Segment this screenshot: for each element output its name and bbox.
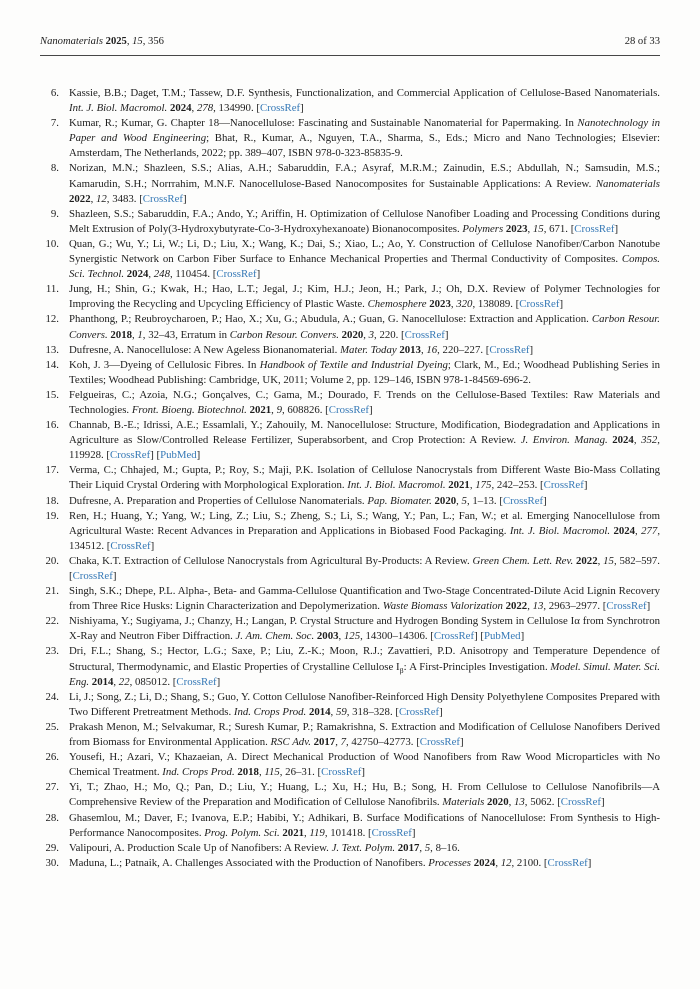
text-segment: Int. J. Biol. Macromol. (509, 524, 614, 537)
crossref-link[interactable]: CrossRef (543, 479, 584, 492)
text-segment: Felgueiras, C.; Azoia, N.G.; Gonçalves, C.; Gama, M.; Dourado, F. Trends on the Cellulose-Based Textiles: Raw Materials and Technologies. (69, 388, 660, 416)
text-segment: ] (368, 403, 373, 416)
crossref-link[interactable]: CrossRef (502, 494, 544, 507)
text-segment: ] (520, 630, 525, 643)
reference-item (40, 494, 660, 509)
text-segment: 2022 (69, 192, 91, 205)
reference-item (40, 509, 660, 554)
reference-number: 6. (50, 87, 59, 99)
text-segment: , 134990. [ (213, 102, 260, 115)
text-segment: 2023 (429, 298, 451, 311)
text-segment: , (271, 403, 277, 416)
text-segment: Ind. Crops Prod. (162, 766, 238, 779)
text-segment: ] (614, 222, 619, 235)
reference-item (40, 690, 660, 720)
crossref-link[interactable]: CrossRef (419, 736, 460, 749)
text-segment: , 14300–14306. [ (360, 630, 434, 643)
text-segment: 352 (641, 434, 658, 447)
text-segment: , 110454. [ (169, 268, 217, 281)
text-segment: ; Bhat, R., Kumar, A., Nguyen, T.A., Sharma, S., Eds.; Micro and Nano Technologies; Elsevier: Amsterdam, The Netherlands, 2022; pp. 389–407, ISBN 978-0-323-85835-9. (69, 132, 660, 160)
text-segment: J. Text. Polym. (331, 841, 398, 854)
reference-text (69, 207, 660, 237)
reference-text (69, 690, 660, 720)
reference-number: 16. (45, 419, 59, 432)
reference-item (40, 282, 660, 312)
reference-text (69, 614, 660, 644)
text-segment: , 220. [ (374, 328, 405, 341)
text-segment: Yousefi, H.; Azari, V.; Khazaeian, A. Direct Mechanical Production of Wood Nanofibers from Raw Wood Microparticles with No Chemical Treatment. (69, 751, 660, 779)
text-segment: Nanomaterials (595, 177, 660, 190)
text-segment: , (633, 434, 642, 447)
crossref-link[interactable]: CrossRef (109, 449, 151, 462)
text-segment: ] (460, 736, 464, 749)
text-segment: 119 (309, 826, 325, 839)
reference-number: 29. (45, 841, 59, 854)
text-segment: 115 (264, 766, 280, 779)
text-segment: Carbon Resour. Convers. (229, 328, 342, 341)
pubmed-link[interactable]: PubMed (483, 630, 521, 643)
reference-item (40, 811, 660, 841)
reference-text (69, 509, 660, 554)
text-segment: , 582–597. [ (69, 554, 660, 582)
text-segment: 125 (343, 630, 361, 643)
text-segment: , 356 (142, 36, 164, 47)
reference-item (40, 358, 660, 388)
text-segment: , 2100. [ (511, 856, 548, 869)
text-segment: , (527, 222, 533, 235)
text-segment: ] (256, 268, 261, 281)
text-segment: , 42750–42773. [ (346, 736, 420, 749)
crossref-link[interactable]: CrossRef (489, 343, 530, 356)
text-segment: ] (112, 570, 117, 582)
reference-text (69, 116, 660, 161)
reference-number: 9. (50, 207, 59, 220)
text-segment: Nishiyama, Y.; Sugiyama, J.; Chanzy, H.; Langan, P. Crystal Structure and Hydrogen Bonding System in Cellulose Iα from Synchrotron X-Ray and Neutron Fiber Diffraction. (69, 615, 660, 643)
text-segment: ; Clark, M., Ed.; Woodhead Publishing Series in Textiles; Woodhead Publishing: Cambridge, UK, 2011; Volume 2, pp. 129–146, ISBN 978-1-84569-696-2. (69, 358, 661, 386)
crossref-link[interactable]: CrossRef (398, 705, 440, 718)
reference-number: 24. (45, 690, 59, 703)
text-segment: 15 (132, 36, 143, 47)
reference-number: 20. (45, 554, 59, 567)
text-segment: 2022 (505, 600, 528, 613)
text-segment: 2018 (237, 766, 259, 779)
text-segment: 12 (96, 192, 107, 205)
text-segment: Norizan, M.N.; Shazleen, S.S.; Alias, A.H.; Sabaruddin, F.A.; Asyraf, M.R.M.; Zainudin, E.S.; Abdullah, N.; Samsudin, M.S.; Kamarudin, S.H.; Norrrahim, M.N.F. Nanocellulose-Based Nanocomposites for Sustainable Applications: A Review. (69, 162, 660, 190)
text-segment: , 242–253. [ (491, 479, 544, 492)
text-segment: ] (601, 796, 605, 809)
text-segment: 2017 (397, 841, 420, 854)
text-segment: 5 (461, 494, 467, 507)
reference-number: 12. (45, 313, 59, 326)
text-segment: Front. Bioeng. Biotechnol. (131, 403, 250, 416)
text-segment: Prog. Polym. Sci. (204, 826, 283, 839)
text-segment: , 8–16. (430, 841, 460, 854)
text-segment: 9 (276, 403, 282, 416)
crossref-link[interactable]: CrossRef (404, 328, 445, 341)
text-segment: 2021 (249, 403, 272, 416)
reference-item (40, 614, 660, 644)
text-segment: , (90, 192, 96, 205)
text-segment: , 1–13. [ (466, 494, 503, 507)
text-segment: , 3483. [ (106, 192, 143, 205)
text-segment: , 32–43, Erratum in (142, 328, 230, 341)
reference-item (40, 463, 660, 493)
text-segment: 2025 (105, 36, 127, 47)
text-segment: ] (559, 298, 564, 311)
text-segment: Singh, S.K.; Dhepe, P.L. Alpha-, Beta- and Gamma-Cellulose Quantification and Two-Stage Concentrated-Dilute Acid Lignin Recovery from Three Rice Husks: Lignin Characterization and Depolymerization. (69, 585, 660, 613)
text-segment: , (258, 766, 265, 779)
text-segment: 175 (475, 479, 492, 492)
text-segment: Model. Simul. Mater. Sci. Eng. (69, 660, 660, 688)
text-segment: , 671. [ (543, 222, 575, 235)
text-segment: Dufresne, A. Nanocellulose: A New Ageless Bionanomaterial. (69, 343, 341, 356)
text-segment: Prakash Menon, M.; Selvakumar, R.; Suresh Kumar, P.; Ramakrishna, S. Extraction and Modification of Cellulose Nanofibers Derived from Biomass for Environmental Application. (69, 720, 660, 749)
text-segment: 2013 (399, 343, 421, 356)
text-segment: , (450, 298, 457, 311)
text-segment: , (113, 675, 119, 688)
text-segment: Jung, H.; Shin, G.; Kwak, H.; Hao, L.T.; Jegal, J.; Kim, H.J.; Jeon, H.; Park, J.; Oh, D.X. Review of Polymer Technologies for Improving the Recycling and Upcycling Efficiency of Plastic Waste. (69, 283, 660, 311)
reference-text (69, 856, 660, 871)
reference-number: 17. (45, 464, 59, 477)
crossref-link[interactable]: CrossRef (110, 539, 151, 552)
crossref-link[interactable]: CrossRef (560, 796, 601, 809)
reference-item (40, 841, 660, 856)
reference-item (40, 720, 660, 750)
reference-text (69, 237, 660, 282)
text-segment: Ind. Crops Prod. (233, 705, 309, 718)
text-segment: 13 (532, 600, 544, 613)
reference-item (40, 750, 660, 780)
text-segment: , 119928. [ (69, 434, 660, 462)
reference-item (40, 86, 660, 116)
reference-number: 14. (45, 358, 59, 371)
text-segment: Kassie, B.B.; Daget, T.M.; Tassew, D.F. Synthesis, Functionalization, and Commercial Application of Cellulose-Based Nanomaterials. (69, 87, 660, 99)
reference-item (40, 343, 660, 358)
text-segment: ] (183, 192, 187, 205)
text-segment: 2024 (612, 434, 634, 447)
text-segment: 15 (532, 222, 544, 235)
crossref-link[interactable]: CrossRef (606, 600, 647, 613)
text-segment: , (469, 479, 476, 492)
text-segment: , 220–227. [ (437, 343, 490, 356)
text-segment: 2003 (316, 630, 339, 643)
text-segment: ] (196, 449, 201, 462)
reference-item (40, 418, 660, 463)
text-segment: 2022 (576, 554, 598, 567)
text-segment: , (148, 268, 154, 281)
reference-number: 30. (45, 856, 59, 869)
text-segment: 2014 (91, 675, 114, 688)
text-segment: β (399, 665, 404, 675)
page-number: 28 of 33 (624, 36, 660, 47)
text-segment: , 26–31. [ (279, 766, 322, 779)
text-segment: , 101418. [ (324, 826, 372, 839)
text-segment: Ren, H.; Huang, Y.; Yang, W.; Ling, Z.; Liu, S.; Zheng, S.; Li, S.; Wang, Y.; Pan, L.; Fan, W.; et al. Emerging Nanocellulose from Agricultural Waste: Recent Advances in Preparation and Applications in Biobased Food Packaging. (69, 509, 660, 537)
text-segment: , 138089. [ (472, 298, 520, 311)
text-segment: 2024 (169, 102, 192, 115)
reference-number: 11. (45, 283, 59, 296)
reference-number: 7. (50, 117, 59, 130)
reference-item (40, 584, 660, 614)
reference-item (40, 207, 660, 237)
text-segment: ] (543, 494, 547, 507)
reference-item (40, 237, 660, 282)
reference-text (69, 388, 660, 418)
reference-item (40, 554, 660, 584)
reference-item (40, 312, 660, 342)
text-segment: Chaka, K.T. Extraction of Cellulose Nanocrystals from Agricultural By-Products: A Review. (69, 554, 473, 567)
text-segment: ] (583, 479, 588, 492)
text-segment: , (456, 494, 462, 507)
text-segment: 13 (514, 796, 525, 809)
text-segment: ] (444, 328, 449, 341)
text-segment: Quan, G.; Wu, Y.; Li, W.; Li, D.; Liu, X.; Wang, K.; Dai, S.; Xiao, L.; Ao, Y. Construction of Cellulose Nanofiber/Carbon Nanotube Synergistic Network on Carbon Fiber Surface to Enhance Mechanical Properties and Thermal Conductivity of Composites. (69, 237, 660, 266)
text-segment: Polymers (462, 222, 506, 235)
reference-number: 28. (45, 811, 59, 824)
reference-text (69, 811, 660, 841)
reference-text (69, 86, 660, 116)
reference-number: 21. (45, 585, 59, 598)
text-segment: ] (439, 705, 443, 718)
reference-number: 13. (45, 343, 59, 356)
text-segment: Handbook of Textile and Industrial Dyeing (259, 358, 448, 371)
running-header (40, 36, 660, 48)
text-segment: , (597, 554, 604, 567)
text-segment: ] (216, 675, 221, 688)
text-segment: , (330, 705, 336, 718)
text-segment: 5 (424, 841, 431, 854)
reference-text (69, 312, 660, 342)
text-segment: 59 (335, 705, 347, 718)
text-segment: 2024 (613, 524, 636, 537)
reference-number: 19. (45, 509, 59, 522)
text-segment: Nanotechnology in Paper and Wood Engineering (69, 117, 660, 145)
crossref-link[interactable]: CrossRef (321, 766, 362, 779)
text-segment: 3 (368, 328, 375, 341)
text-segment: : A First-Principles Investigation. (403, 660, 551, 673)
crossref-link[interactable]: CrossRef (371, 826, 412, 839)
text-segment: 2020 (341, 328, 364, 341)
reference-number: 27. (45, 781, 59, 794)
text-segment: Green Chem. Lett. Rev. (472, 554, 576, 567)
text-segment: 22 (118, 675, 130, 688)
text-segment: 2023 (505, 222, 528, 235)
reference-text (69, 750, 660, 780)
reference-number: 25. (45, 720, 59, 733)
reference-text (69, 644, 660, 689)
text-segment: Maduna, L.; Patnaik, A. Challenges Associated with the Production of Nanofibers. (69, 856, 429, 869)
reference-number: 23. (45, 645, 59, 658)
reference-item (40, 388, 660, 418)
text-segment: Yi, T.; Zhao, H.; Mo, Q.; Pan, D.; Liu, Y.; Huang, L.; Xu, H.; Hu, B.; Song, H. From Cellulose to Cellulose Nanofibrils—A Comprehensive Review of the Preparation and Modification of Cellulose Nanofibrils. (69, 781, 660, 809)
text-segment: 2024 (126, 268, 149, 281)
text-segment: ] (587, 856, 592, 869)
text-segment: , (508, 796, 514, 809)
header-rule (40, 55, 660, 56)
crossref-link[interactable]: CrossRef (328, 403, 369, 416)
text-segment: , (363, 328, 369, 341)
text-segment: 248 (153, 268, 170, 281)
text-segment: RSC Adv. (270, 736, 314, 749)
reference-item (40, 780, 660, 810)
text-segment: Materials (442, 796, 487, 809)
crossref-link[interactable]: CrossRef (216, 268, 257, 281)
text-segment: Pap. Biomater. (367, 494, 435, 507)
text-segment: Compos. Sci. Technol. (69, 253, 660, 281)
text-segment: 2021 (282, 826, 304, 839)
text-segment: 1 (137, 328, 143, 341)
text-segment: , (304, 826, 310, 839)
text-segment: 2020 (487, 796, 509, 809)
crossref-link[interactable]: CrossRef (176, 675, 217, 688)
text-segment: Nanomaterials (40, 36, 106, 47)
reference-text (69, 780, 660, 810)
references-list (40, 86, 660, 871)
reference-item (40, 644, 660, 689)
reference-text (69, 358, 660, 388)
reference-number: 18. (45, 494, 59, 507)
text-segment: 2020 (434, 494, 457, 507)
text-segment: Int. J. Biol. Macromol. (347, 479, 449, 492)
text-segment: 2017 (313, 736, 336, 749)
text-segment: Phanthong, P.; Reubroycharoen, P.; Hao, X.; Xu, G.; Abudula, A.; Guan, G. Nanocellulose: Extraction and Application. (69, 313, 592, 326)
text-segment: 2021 (448, 479, 470, 492)
text-segment: , (420, 343, 427, 356)
text-segment: , 085012. [ (129, 675, 177, 688)
text-segment: Shazleen, S.S.; Sabaruddin, F.A.; Ando, Y.; Ariffin, H. Optimization of Cellulose Nanofiber Loading and Processing Conditions during Melt Extrusion of Poly(3-Hydroxybutyrate-Co-3-Hydroxyhexanoate) Bionanocomposites. (69, 207, 660, 235)
reference-text (69, 463, 660, 493)
text-segment: 277 (641, 524, 658, 537)
text-segment: , 2963–2977. [ (543, 600, 607, 613)
reference-number: 10. (45, 237, 59, 250)
crossref-link[interactable]: CrossRef (519, 298, 560, 311)
reference-number: 26. (45, 751, 59, 764)
text-segment: 278 (196, 102, 214, 115)
text-segment: , (338, 630, 344, 643)
text-segment: Verma, C.; Chhajed, M.; Gupta, P.; Roy, S.; Maji, P.K. Isolation of Cellulose Nanocrystals from Different Waste Bio-Mass Collating Their Liquid Crystal Ordering with Morphological Exploration. (69, 464, 660, 492)
text-segment: , (191, 102, 197, 115)
text-segment: Chemosphere (367, 298, 430, 311)
reference-text (69, 720, 660, 750)
text-segment: , 608826. [ (281, 403, 329, 416)
text-segment: 15 (603, 554, 614, 567)
text-segment: Channab, B.-E.; Idrissi, A.E.; Essamlali, Y.; Zahouily, M. Nanocellulose: Structure, Modification, Biodegradation and Applications in Agriculture as Slow/Controlled Release Fertilizer, Superabsorbent, and Crop Protection: A Review. (69, 419, 660, 447)
journal-citation (40, 36, 164, 48)
text-segment: 2018 (110, 328, 132, 341)
text-segment: ] (150, 539, 155, 552)
text-segment: 320 (456, 298, 473, 311)
text-segment: ] (361, 766, 365, 779)
text-segment: Valipouri, A. Production Scale Up of Nanofibers: A Review. (69, 841, 332, 854)
text-segment: Processes (428, 856, 474, 869)
text-segment: , (335, 736, 341, 749)
crossref-link[interactable]: CrossRef (433, 630, 475, 643)
text-segment: , (131, 328, 138, 341)
reference-text (69, 343, 660, 358)
text-segment: 16 (426, 343, 438, 356)
crossref-link[interactable]: CrossRef (72, 570, 113, 582)
text-segment: , 5062. [ (524, 796, 561, 809)
crossref-link[interactable]: CrossRef (547, 856, 588, 869)
reference-text (69, 282, 660, 312)
text-segment: Dufresne, A. Preparation and Properties of Cellulose Nanomaterials. (69, 494, 368, 507)
reference-item (40, 161, 660, 206)
reference-text (69, 584, 660, 614)
text-segment: ] (646, 600, 651, 613)
text-segment: 2014 (308, 705, 331, 718)
crossref-link[interactable]: CrossRef (142, 192, 183, 205)
text-segment: , (419, 841, 425, 854)
text-segment: Li, J.; Song, Z.; Li, D.; Shang, S.; Guo, Y. Cotton Cellulose Nanofiber-Reinforced High Density Polyethylene Composites Prepared with Two Different Pretreatment Methods. (69, 690, 660, 718)
text-segment: , (635, 524, 642, 537)
reference-text (69, 841, 660, 856)
text-segment: Kumar, R.; Kumar, G. Chapter 18—Nanocellulose: Fascinating and Sustainable Nanomaterial for Papermaking. In (69, 117, 578, 130)
text-segment: ] (411, 826, 416, 839)
text-segment: , (126, 36, 133, 47)
text-segment: 2024 (473, 856, 496, 869)
text-segment: , (495, 856, 501, 869)
reference-number: 8. (50, 162, 59, 175)
text-segment: Carbon Resour. Convers. (69, 313, 660, 341)
reference-item (40, 116, 660, 161)
text-segment: 12 (500, 856, 512, 869)
text-segment: , 134512. [ (69, 524, 661, 552)
text-segment: Dri, F.L.; Shang, S.; Hector, L.G.; Saxe, P.; Liu, Z.-K.; Moon, R.J.; Zavattieri, P.D. Anisotropy and Temperature Dependence of Structural, Thermodynamic, and Elastic Properties of Crystalline Cellulose I (69, 645, 660, 673)
pubmed-link[interactable]: PubMed (160, 449, 197, 462)
crossref-link[interactable]: CrossRef (259, 102, 301, 115)
text-segment: 7 (340, 736, 347, 749)
reference-number: 22. (45, 615, 59, 628)
reference-text (69, 418, 660, 463)
text-segment: Ghasemlou, M.; Daver, F.; Ivanova, E.P.; Habibi, Y.; Adhikari, B. Surface Modifications of Nanocellulose: From Synthesis to High-Performance Nanocomposites. (69, 811, 660, 839)
text-segment: ] [ (474, 630, 484, 643)
reference-number: 15. (45, 388, 59, 401)
text-segment: Int. J. Biol. Macromol. (69, 102, 170, 115)
text-segment: Mater. Today (340, 343, 400, 356)
reference-text (69, 161, 660, 206)
crossref-link[interactable]: CrossRef (574, 222, 615, 235)
reference-text (69, 554, 660, 584)
text-segment: , 318–328. [ (346, 705, 399, 718)
text-segment: ] (529, 343, 534, 356)
reference-text (69, 494, 660, 509)
text-segment: J. Environ. Manag. (520, 434, 613, 447)
text-segment: J. Am. Chem. Soc. (235, 630, 317, 643)
reference-item (40, 856, 660, 871)
text-segment: ] (300, 102, 304, 115)
text-segment: , (527, 600, 533, 613)
text-segment: ] [ (150, 449, 161, 462)
text-segment: Koh, J. 3—Dyeing of Cellulosic Fibres. In (69, 358, 260, 371)
text-segment: Waste Biomass Valorization (382, 600, 506, 613)
